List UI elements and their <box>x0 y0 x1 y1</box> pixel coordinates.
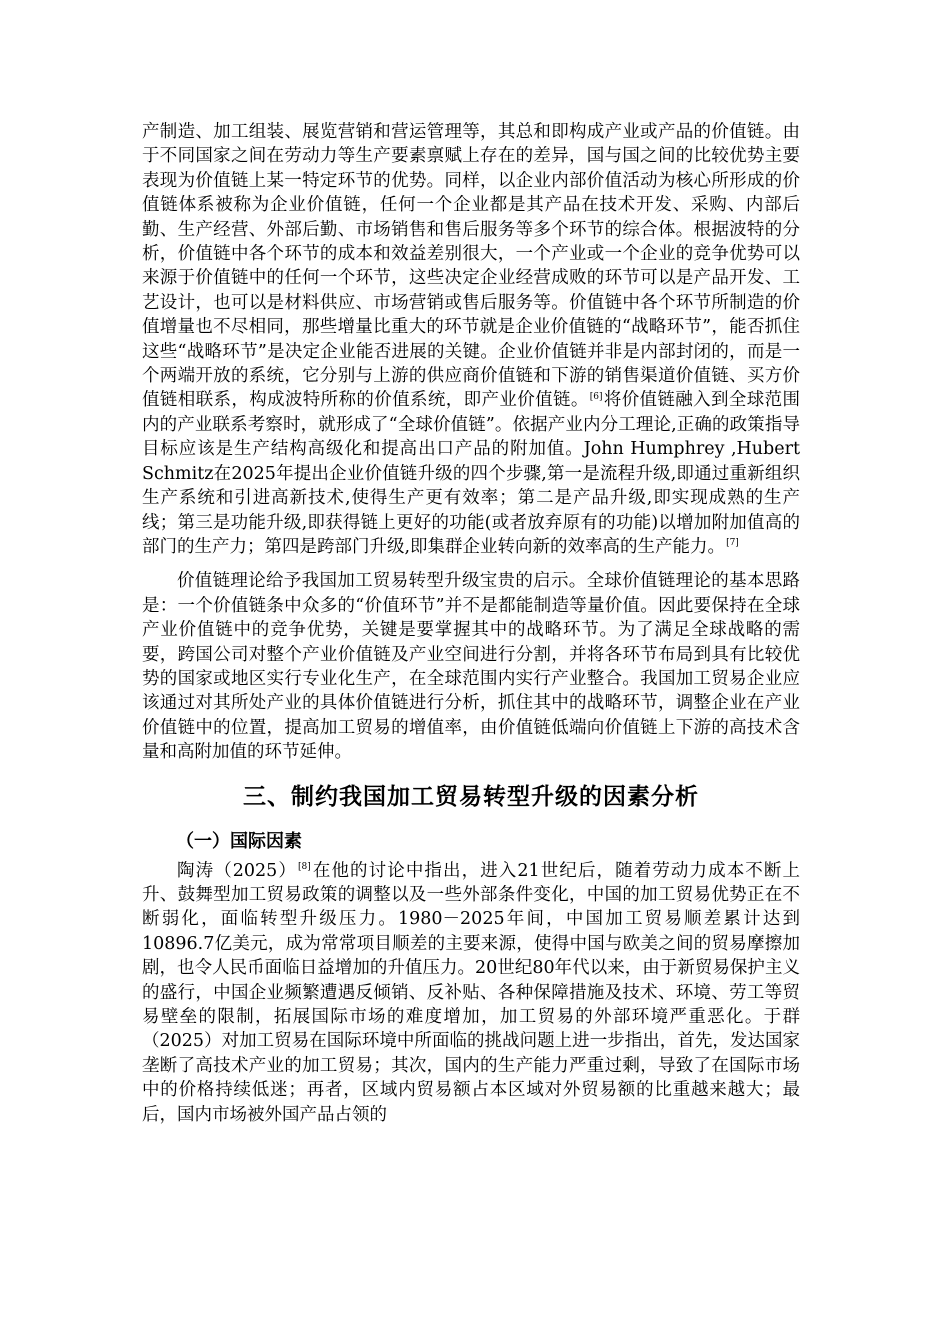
body-paragraph-international-factors <box>142 859 800 1127</box>
subsection-heading: （一）国际因素 <box>176 830 302 852</box>
citation-ref-8: [8] <box>298 861 311 872</box>
body-paragraph-implications: 价值链理论给予我国加工贸易转型升级宝贵的启示。全球价值链理论的基本思路是：一个价值链条中众多的“价值环节”并不是都能制造等量价值。因此要保持在全球产业价值链中的竞争优势，关键是要掌握其中的战略环节。为了满足全球战略的需要，跨国公司对整个产业价值链及产业空间进行分割，并将各环节布局到具有比较优势的国家或地区实行专业化生产，在全球范围内实行产业整合。我国加工贸易企业应该通过对其所处产业的具体价值链进行分析，抓住其中的战略环节，调整企业在产业价值链中的位置，提高加工贸易的增值率，由价值链低端向价值链上下游的高技术含量和高附加值的环节延伸。 <box>142 571 800 763</box>
paragraph-text: 在他的讨论中指出，进入21世纪后，随着劳动力成本不断上升、鼓舞型加工贸易政策的调整以及一些外部条件变化，中国的加工贸易优势正在不断弱化，面临转型升级压力。1980－2025年间，中国加工贸易顺差累计达到10896.7亿美元，成为常常项目顺差的主要来源，使得中国与欧美之间的贸易摩擦加剧，也令人民币面临日益增加的升值压力。20世纪80年代以来，由于新贸易保护主义的盛行，中国企业频繁遭遇反倾销、反补贴、各种保障措施及技术、环境、劳工等贸易壁垒的限制，拓展国际市场的难度增加，加工贸易的外部环境严重恶化。于群（2025）对加工贸易在国际环境中所面临的挑战问题上进一步指出，首先，发达国家垄断了高技术产业的加工贸易；其次，国内的生产能力严重过剩，导致了在国际市场中的价格持续低迷；再者，区域内贸易额占本区域对外贸易额的比重越来越大；最后，国内市场被外国产品占领的 <box>142 860 800 1125</box>
paragraph-text: 将价值链融入到全球范围内的产业联系考察时，就形成了“全球价值链”。依据产业内分工理论,正确的政策指导目标应该是生产结构高级化和提高出口产品的附加值。John Humphrey ,Hubert Schmitz在2025年提出企业价值链升级的四个步骤,第一是流程升级,即通过重新组织生产系统和引进高新技术,使得生产更有效率；第二是产品升级,即实现成熟的生产线；第三是功能升级,即获得链上更好的功能(或者放弃原有的功能)以增加附加值高的部门的生产力；第四是跨部门升级,即集群企业转向新的效率高的生产能力。 <box>142 390 801 557</box>
body-paragraph-value-chain <box>142 120 800 559</box>
paragraph-text: 产制造、加工组装、展览营销和营运管理等，其总和即构成产业或产品的价值链。由于不同国家之间在劳动力等生产要素禀赋上存在的差异，国与国之间的比较优势主要表现为价值链上某一特定环节的优势。同样，以企业内部价值活动为核心所形成的价值链体系被称为企业价值链，任何一个企业都是其产品在技术开发、采购、内部后勤、生产经营、外部后勤、市场销售和售后服务等多个环节的综合体。根据波特的分析，价值链中各个环节的成本和效益差别很大，一个产业或一个企业的竞争优势可以来源于价值链中的任何一个环节，这些决定企业经营成败的环节可以是产品开发、工艺设计，也可以是材料供应、市场营销或售后服务等。价值链中各个环节所制造的价值增量也不尽相同，那些增量比重大的环节就是企业价值链的“战略环节”，能否抓住这些“战略环节”是决定企业能否进展的关键。企业价值链并非是内部封闭的，而是一个两端开放的系统，它分别与上游的供应商价值链和下游的销售渠道价值链、买方价值链相联系，构成波特所称的价值系统，即产业价值链。 <box>142 122 800 411</box>
paragraph-text: 陶涛（2025） <box>177 860 298 881</box>
document-page <box>142 120 800 1127</box>
section-heading: 三、制约我国加工贸易转型升级的因素分析 <box>243 783 699 810</box>
citation-ref-6: [6] <box>589 391 603 402</box>
citation-ref-7: [7] <box>726 538 739 549</box>
